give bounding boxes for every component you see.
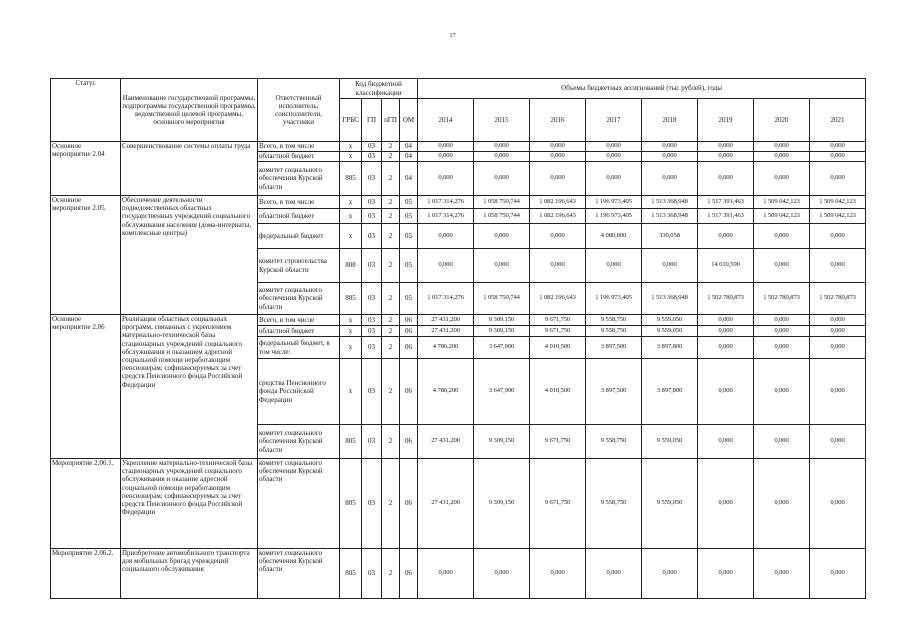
value-cell: 1 082 196,643 — [530, 196, 586, 209]
code-cell: x — [340, 152, 362, 162]
table-row — [51, 459, 866, 549]
value-cell: 1 517 391,463 — [698, 209, 754, 224]
value-cell: 9 309,150 — [474, 459, 530, 549]
value-cell: 9 559,050 — [642, 459, 698, 549]
value-cell: 0,000 — [418, 549, 474, 599]
value-cell: 9 558,750 — [586, 425, 642, 459]
value-cell: 0,000 — [586, 249, 642, 283]
value-cell: 9 559,050 — [642, 326, 698, 337]
value-cell: 0,000 — [530, 549, 586, 599]
code-cell: 05 — [400, 283, 418, 315]
value-cell: 0,000 — [530, 162, 586, 196]
code-cell: x — [340, 224, 362, 249]
value-cell: 0,000 — [698, 359, 754, 425]
code-cell: x — [340, 196, 362, 209]
name-cell: Обеспечение деятельности подведомственных областных государственных учреждений социального обслуживания населения (дома-интернаты, комплексные центры) — [121, 196, 258, 315]
code-cell: 03 — [362, 337, 382, 359]
code-cell: x — [340, 142, 362, 152]
header-grbs: ГРБС — [340, 99, 362, 142]
value-cell: 27 431,200 — [418, 315, 474, 326]
value-cell: 0,000 — [754, 326, 810, 337]
code-cell: x — [340, 315, 362, 326]
header-year: 2021 — [810, 99, 866, 142]
value-cell: 4 010,500 — [530, 359, 586, 425]
value-cell: 0,000 — [810, 249, 866, 283]
value-cell: 0,000 — [754, 425, 810, 459]
value-cell: 1 502 780,873 — [754, 283, 810, 315]
value-cell: 0,000 — [642, 142, 698, 152]
code-cell: x — [340, 209, 362, 224]
value-cell: 0,000 — [698, 315, 754, 326]
budget-table — [50, 78, 866, 599]
value-cell: 0,000 — [642, 549, 698, 599]
value-cell: 1 082 196,643 — [530, 209, 586, 224]
code-cell: 03 — [362, 162, 382, 196]
code-cell: 03 — [362, 196, 382, 209]
code-cell: x — [340, 326, 362, 337]
value-cell: 27 431,200 — [418, 425, 474, 459]
value-cell: 0,000 — [698, 337, 754, 359]
value-cell: 3 647,900 — [474, 359, 530, 425]
responsible-cell: комитет социального обеспечения Курской области — [258, 459, 340, 549]
code-cell: 03 — [362, 359, 382, 425]
value-cell: 1 058 750,744 — [474, 209, 530, 224]
responsible-cell: комитет социального обеспечения Курской области — [258, 549, 340, 599]
code-cell: 03 — [362, 224, 382, 249]
value-cell: 0,000 — [810, 459, 866, 549]
code-cell: 805 — [340, 459, 362, 549]
value-cell: 1 017 314,276 — [418, 196, 474, 209]
code-cell: 06 — [400, 326, 418, 337]
responsible-cell: комитет строительства Курской области — [258, 249, 340, 283]
page-number: 17 — [449, 33, 456, 39]
value-cell: 0,000 — [698, 549, 754, 599]
value-cell: 3 897,800 — [642, 337, 698, 359]
value-cell: 0,000 — [418, 249, 474, 283]
responsible-cell: областной бюджет — [258, 152, 340, 162]
value-cell: 0,000 — [698, 326, 754, 337]
value-cell: 9 671,750 — [530, 326, 586, 337]
value-cell: 1 082 196,643 — [530, 283, 586, 315]
value-cell: 0,000 — [754, 315, 810, 326]
value-cell: 0,000 — [474, 549, 530, 599]
value-cell: 0,000 — [754, 152, 810, 162]
name-cell: Реализация областных социальных программ, связанных с укреплением материально-технической базы стационарных учреждений социального обслуживания и оказанием адресной социальной помощи неработающим пенсионерам, софинансируемых за счет средств Пенсионного фонда Российской Федерации — [121, 315, 258, 459]
code-cell: 2 — [382, 196, 400, 209]
header-year: 2016 — [530, 99, 586, 142]
value-cell: 4 080,800 — [586, 224, 642, 249]
value-cell: 0,000 — [810, 142, 866, 152]
responsible-cell: комитет социального обеспечения Курской области — [258, 283, 340, 315]
code-cell: 805 — [340, 549, 362, 599]
code-cell: 2 — [382, 283, 400, 315]
value-cell: 3 647,900 — [474, 337, 530, 359]
code-cell: 2 — [382, 152, 400, 162]
responsible-cell: федеральный бюджет, в том числе: — [258, 337, 340, 359]
code-cell: 03 — [362, 142, 382, 152]
code-cell: x — [340, 359, 362, 425]
value-cell: 0,000 — [642, 249, 698, 283]
value-cell: 4 786,200 — [418, 359, 474, 425]
responsible-cell: средства Пенсионного фонда Российской Федерации — [258, 359, 340, 425]
value-cell: 0,000 — [810, 425, 866, 459]
value-cell: 0,000 — [474, 152, 530, 162]
code-cell: 2 — [382, 162, 400, 196]
value-cell: 1 509 042,123 — [810, 209, 866, 224]
header-responsible: Ответственный исполнитель, соисполнители, участники — [258, 79, 340, 142]
code-cell: 2 — [382, 249, 400, 283]
value-cell: 1 502 780,873 — [698, 283, 754, 315]
value-cell: 4 010,500 — [530, 337, 586, 359]
value-cell: 0,000 — [754, 549, 810, 599]
value-cell: 0,000 — [810, 152, 866, 162]
table-row — [51, 142, 866, 152]
value-cell: 0,000 — [810, 162, 866, 196]
status-cell: Мероприятие 2.06.1. — [51, 459, 121, 549]
code-cell: 805 — [340, 283, 362, 315]
code-cell: 2 — [382, 142, 400, 152]
name-cell: Приобретение автомобильного транспорта для мобильных бригад учреждений социального обслуживания — [121, 549, 258, 599]
header-year: 2018 — [642, 99, 698, 142]
value-cell: 27 431,200 — [418, 459, 474, 549]
value-cell: 4 786,200 — [418, 337, 474, 359]
responsible-cell: федеральный бюджет — [258, 224, 340, 249]
value-cell: 1 196 973,405 — [586, 283, 642, 315]
value-cell: 0,000 — [810, 224, 866, 249]
value-cell: 1 058 750,744 — [474, 283, 530, 315]
value-cell: 1 517 391,463 — [698, 196, 754, 209]
value-cell: 1 196 973,405 — [586, 209, 642, 224]
responsible-cell: областной бюджет — [258, 326, 340, 337]
value-cell: 0,000 — [698, 142, 754, 152]
header-year: 2019 — [698, 99, 754, 142]
code-cell: 06 — [400, 315, 418, 326]
value-cell: 330,058 — [642, 224, 698, 249]
value-cell: 0,000 — [642, 152, 698, 162]
value-cell: 0,000 — [698, 152, 754, 162]
value-cell: 1 058 750,744 — [474, 196, 530, 209]
value-cell: 0,000 — [418, 152, 474, 162]
code-cell: 04 — [400, 162, 418, 196]
status-cell: Основное мероприятие 2.04 — [51, 142, 121, 196]
code-cell: 808 — [340, 249, 362, 283]
value-cell: 0,000 — [418, 162, 474, 196]
code-cell: 03 — [362, 549, 382, 599]
header-volumes: Объемы бюджетных ассигнований (тыс рублей), годы — [418, 79, 866, 99]
value-cell: 0,000 — [474, 162, 530, 196]
code-cell: 2 — [382, 224, 400, 249]
value-cell: 0,000 — [418, 142, 474, 152]
value-cell: 0,000 — [754, 337, 810, 359]
value-cell: 1 513 368,948 — [642, 196, 698, 209]
status-cell: Мероприятие 2.06.2. — [51, 549, 121, 599]
header-pgp: пГП — [382, 99, 400, 142]
code-cell: 2 — [382, 425, 400, 459]
code-cell: x — [340, 337, 362, 359]
value-cell: 0,000 — [810, 326, 866, 337]
responsible-cell: Всего, в том числе — [258, 196, 340, 209]
code-cell: 03 — [362, 152, 382, 162]
value-cell: 9 558,750 — [586, 315, 642, 326]
value-cell: 0,000 — [586, 162, 642, 196]
value-cell: 0,000 — [754, 162, 810, 196]
code-cell: 04 — [400, 142, 418, 152]
responsible-cell: областной бюджет — [258, 209, 340, 224]
value-cell: 0,000 — [698, 425, 754, 459]
code-cell: 805 — [340, 162, 362, 196]
value-cell: 9 559,050 — [642, 425, 698, 459]
table-row — [51, 549, 866, 599]
code-cell: 05 — [400, 224, 418, 249]
code-cell: 03 — [362, 209, 382, 224]
header-year: 2020 — [754, 99, 810, 142]
code-cell: 03 — [362, 249, 382, 283]
header-budget-code: Код бюджетной классификации — [340, 79, 418, 99]
value-cell: 1 196 973,405 — [586, 196, 642, 209]
header-status: Статус — [51, 79, 121, 142]
code-cell: 2 — [382, 337, 400, 359]
value-cell: 0,000 — [754, 142, 810, 152]
value-cell: 9 671,750 — [530, 315, 586, 326]
value-cell: 1 509 042,123 — [754, 196, 810, 209]
value-cell: 0,000 — [530, 249, 586, 283]
code-cell: 2 — [382, 359, 400, 425]
name-cell: Совершенствование системы оплаты труда — [121, 142, 258, 196]
value-cell: 9 558,750 — [586, 459, 642, 549]
value-cell: 0,000 — [418, 224, 474, 249]
value-cell: 0,000 — [810, 549, 866, 599]
header-gp: ГП — [362, 99, 382, 142]
value-cell: 0,000 — [810, 337, 866, 359]
value-cell: 1 509 042,123 — [754, 209, 810, 224]
value-cell: 0,000 — [586, 152, 642, 162]
header-year: 2015 — [474, 99, 530, 142]
status-cell: Основное мероприятие 2.05. — [51, 196, 121, 315]
code-cell: 05 — [400, 196, 418, 209]
value-cell: 0,000 — [754, 249, 810, 283]
header-name: Наименование государственной программы, подпрограммы государственной программы, ведомственной целевой программы, основного мероприятия — [121, 79, 258, 142]
value-cell: 1 509 042,123 — [810, 196, 866, 209]
value-cell: 1 017 314,276 — [418, 209, 474, 224]
value-cell: 0,000 — [810, 359, 866, 425]
value-cell: 0,000 — [810, 315, 866, 326]
value-cell: 3 897,500 — [586, 337, 642, 359]
code-cell: 03 — [362, 425, 382, 459]
value-cell: 0,000 — [754, 224, 810, 249]
value-cell: 0,000 — [474, 224, 530, 249]
value-cell: 0,000 — [698, 459, 754, 549]
code-cell: 2 — [382, 315, 400, 326]
value-cell: 1 513 368,948 — [642, 209, 698, 224]
code-cell: 06 — [400, 425, 418, 459]
value-cell: 0,000 — [474, 142, 530, 152]
value-cell: 1 502 780,873 — [810, 283, 866, 315]
value-cell: 9 558,750 — [586, 326, 642, 337]
code-cell: 2 — [382, 326, 400, 337]
value-cell: 0,000 — [698, 224, 754, 249]
code-cell: 06 — [400, 459, 418, 549]
code-cell: 2 — [382, 549, 400, 599]
code-cell: 2 — [382, 459, 400, 549]
value-cell: 0,000 — [754, 459, 810, 549]
value-cell: 3 897,800 — [642, 359, 698, 425]
value-cell: 3 897,500 — [586, 359, 642, 425]
responsible-cell: Всего, в том числе — [258, 142, 340, 152]
code-cell: 2 — [382, 209, 400, 224]
responsible-cell: Всего, в том числе — [258, 315, 340, 326]
value-cell: 9 309,150 — [474, 326, 530, 337]
code-cell: 03 — [362, 459, 382, 549]
code-cell: 06 — [400, 549, 418, 599]
status-cell: Основное мероприятие 2.06 — [51, 315, 121, 459]
value-cell: 1 017 314,276 — [418, 283, 474, 315]
responsible-cell: комитет социального обеспечения Курской области — [258, 162, 340, 196]
value-cell: 0,000 — [586, 549, 642, 599]
responsible-cell: комитет социального обеспечения Курской области — [258, 425, 340, 459]
table-row — [51, 315, 866, 326]
code-cell: 05 — [400, 249, 418, 283]
value-cell: 9 671,750 — [530, 459, 586, 549]
value-cell: 0,000 — [642, 162, 698, 196]
code-cell: 03 — [362, 283, 382, 315]
value-cell: 9 559,050 — [642, 315, 698, 326]
code-cell: 05 — [400, 209, 418, 224]
value-cell: 0,000 — [530, 224, 586, 249]
value-cell: 0,000 — [530, 142, 586, 152]
value-cell: 9 309,150 — [474, 425, 530, 459]
value-cell: 27 431,200 — [418, 326, 474, 337]
table-row — [51, 196, 866, 209]
value-cell: 9 671,750 — [530, 425, 586, 459]
value-cell: 0,000 — [698, 162, 754, 196]
code-cell: 06 — [400, 337, 418, 359]
code-cell: 03 — [362, 315, 382, 326]
code-cell: 06 — [400, 359, 418, 425]
value-cell: 0,000 — [530, 152, 586, 162]
name-cell: Укрепление материально-технической базы стационарных учреждений социального обслуживания и оказание адресной социальной помощи неработающим пенсионерам, софинансируемых за счет средств Пенсионного фонда Российской Федерации — [121, 459, 258, 549]
value-cell: 1 513 368,948 — [642, 283, 698, 315]
code-cell: 805 — [340, 425, 362, 459]
header-year: 2017 — [586, 99, 642, 142]
code-cell: 04 — [400, 152, 418, 162]
header-om: ОМ — [400, 99, 418, 142]
value-cell: 0,000 — [586, 142, 642, 152]
value-cell: 0,000 — [474, 249, 530, 283]
value-cell: 14 610,590 — [698, 249, 754, 283]
value-cell: 9 309,150 — [474, 315, 530, 326]
header-year: 2014 — [418, 99, 474, 142]
value-cell: 0,000 — [754, 359, 810, 425]
code-cell: 03 — [362, 326, 382, 337]
